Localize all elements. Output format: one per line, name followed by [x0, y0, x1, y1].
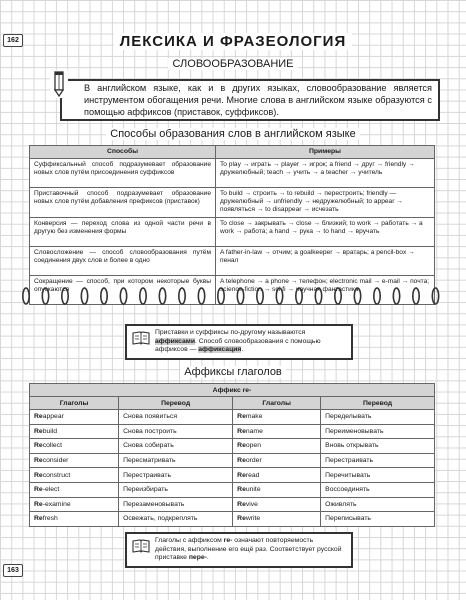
ways-section-title: Способы образования слов в английском языке	[0, 128, 466, 140]
spiral-ring	[198, 288, 204, 304]
spiral-ring	[257, 288, 263, 304]
translation-cell: Перестраивать	[321, 453, 435, 468]
method-cell: Суффиксальный способ подразумевает образование новых слов путём присоединения суффиксов	[30, 159, 216, 188]
translation-cell: Освежать, подкреплять	[119, 512, 233, 527]
intro-box	[60, 79, 440, 121]
translation-cell: Перезаменовывать	[119, 497, 233, 512]
spiral-ring	[276, 288, 282, 304]
table-row	[30, 217, 435, 246]
column-header-methods: Способы	[30, 146, 216, 159]
method-cell: Словосложение — способ словообразования путём соединения двух слов и более в одно	[30, 246, 216, 275]
spiral-ring	[315, 288, 321, 304]
verb-cell: Reappear	[30, 410, 119, 425]
table-row	[30, 424, 435, 439]
verb-cell: Rebuild	[30, 424, 119, 439]
verb-cell: Reunite	[233, 482, 321, 497]
spiral-ring	[296, 288, 302, 304]
table-row	[30, 482, 435, 497]
translation-cell: Перечитывать	[321, 468, 435, 483]
spiral-ring	[62, 288, 68, 304]
translation-cell: Перестраивать	[119, 468, 233, 483]
translation-cell: Переизбирать	[119, 482, 233, 497]
verb-cell: Reconstruct	[30, 468, 119, 483]
table-row	[30, 439, 435, 454]
translation-cell: Переделывать	[321, 410, 435, 425]
column-header-verbs-2: Глаголы	[233, 397, 321, 410]
verb-cell: Rename	[233, 424, 321, 439]
spiral-ring	[179, 288, 185, 304]
examples-cell: To build → строить → to rebuild → перестроить; friendly — дружелюбный → unfriendly → недружелюбный; to appear → появляться → to disappear → исчезать	[216, 188, 435, 218]
method-cell: Приставочный способ подразумевает образование новых слов путём добавления префиксов (приставок)	[30, 188, 216, 218]
spiral-ring	[218, 288, 224, 304]
translation-cell: Переименовывать	[321, 424, 435, 439]
term-affixation: аффиксация	[198, 346, 242, 354]
translation-cell: Снова появиться	[119, 410, 233, 425]
translation-cell: Вновь открывать	[321, 439, 435, 454]
translation-cell: Воссоединять	[321, 482, 435, 497]
spiral-ring	[335, 288, 341, 304]
table-row	[30, 188, 435, 218]
spiral-ring	[81, 288, 87, 304]
verb-cell: Reopen	[233, 439, 321, 454]
book-icon	[132, 330, 150, 346]
spiral-ring	[354, 288, 360, 304]
page-number-top: 162	[3, 34, 23, 47]
verb-cell: Re-examine	[30, 497, 119, 512]
verb-cell: Reorder	[233, 453, 321, 468]
column-header-translation-1: Перевод	[119, 397, 233, 410]
method-cell: Конверсия — переход слова из одной части речи в другую без изменения формы	[30, 217, 216, 246]
affix-re-table	[29, 383, 435, 527]
spiral-ring	[140, 288, 146, 304]
group-header: Аффикс re-	[30, 384, 435, 397]
spiral-ring	[159, 288, 165, 304]
verb-cell: Remake	[233, 410, 321, 425]
examples-cell: A father-in-law → отчим; a goalkeeper → вратарь; a pencil-box → пенал	[216, 246, 435, 275]
translation-cell: Снова построить	[119, 424, 233, 439]
verb-cell: Reconsider	[30, 453, 119, 468]
page-title: ЛЕКСИКА И ФРАЗЕОЛОГИЯ	[0, 33, 466, 50]
column-header-translation-2: Перевод	[321, 397, 435, 410]
verb-cell: Reread	[233, 468, 321, 483]
re-note-box: Глаголы с аффиксом re- означают повторяемость действия, выполнение его ещё раз. Соответствует русской приставке пере-.	[125, 532, 353, 568]
spiral-binding	[18, 286, 448, 306]
table-row	[30, 497, 435, 512]
table-row	[30, 468, 435, 483]
spiral-ring	[432, 288, 438, 304]
spiral-ring	[393, 288, 399, 304]
examples-cell: To play → играть → player → игрок; a friend → друг → friendly → дружелюбный; teach → учить → a teacher → учитель	[216, 159, 435, 188]
table-row	[30, 246, 435, 275]
pencil-icon	[50, 70, 68, 98]
verb-cell: Re-elect	[30, 482, 119, 497]
verb-cell: Rewrite	[233, 512, 321, 527]
word-formation-table	[29, 145, 435, 305]
examples-cell: To close → закрывать → close → близкий; to work → работать → a work → работа; a hand → рука → to hand → вручать	[216, 217, 435, 246]
examples-cell: A telephone → a phone → телефон; electronic mail → e-mail → почта; science-fiction → sci-fi → научная фантастика	[216, 275, 435, 304]
translation-cell: Переписывать	[321, 512, 435, 527]
book-icon	[132, 538, 150, 554]
spiral-ring	[413, 288, 419, 304]
spiral-ring	[42, 288, 48, 304]
spiral-ring	[120, 288, 126, 304]
affix-note-box: Приставки и суффиксы по-другому называются аффиксами. Способ словообразования с помощью аффиксов — аффиксация.	[125, 324, 353, 360]
method-cell: Сокращение — способ, при котором некоторые буквы опускаются	[30, 275, 216, 304]
intro-text: В английском языке, как и в других языках, словообразование является инструментом обогащения речи. Многие слова в английском языке образуются с помощью аффиксов (приставок, суффиксов).	[84, 83, 432, 117]
table-row	[30, 453, 435, 468]
spiral-ring	[23, 288, 29, 304]
translation-cell: Оживлять	[321, 497, 435, 512]
spiral-ring	[101, 288, 107, 304]
translation-cell: Пересматривать	[119, 453, 233, 468]
affix-section-title: Аффиксы глаголов	[0, 366, 466, 378]
page-number-bottom: 163	[3, 564, 23, 577]
verb-cell: Refresh	[30, 512, 119, 527]
table-row	[30, 159, 435, 188]
column-header-verbs-1: Глаголы	[30, 397, 119, 410]
page-subtitle: СЛОВООБРАЗОВАНИЕ	[0, 58, 466, 70]
table-row	[30, 512, 435, 527]
translation-cell: Снова собирать	[119, 439, 233, 454]
spiral-ring	[237, 288, 243, 304]
term-affixes: аффиксами	[155, 337, 196, 345]
verb-cell: Revive	[233, 497, 321, 512]
table-row	[30, 410, 435, 425]
column-header-examples: Примеры	[216, 146, 435, 159]
verb-cell: Recollect	[30, 439, 119, 454]
spiral-ring	[374, 288, 380, 304]
